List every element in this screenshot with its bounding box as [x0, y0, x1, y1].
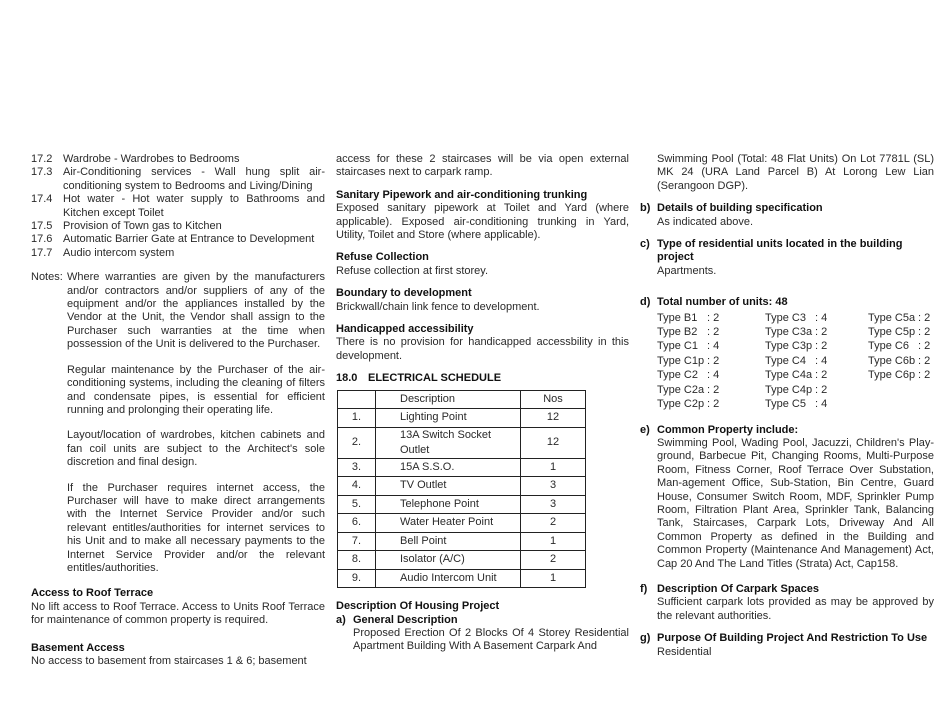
unit-type-name: Type C4	[765, 354, 806, 367]
notes-label: Notes:	[31, 271, 63, 284]
header-cell-no	[338, 390, 376, 409]
basement-text: No access to basement from staircases 1 & 6; basement	[31, 655, 307, 667]
column-left	[31, 153, 325, 677]
unit-type-entry	[868, 355, 934, 368]
header-cell-description: Description	[376, 390, 521, 409]
total-units-section	[640, 296, 934, 411]
general-description-text-continued: Swimming Pool (Total: 48 Flat Units) On Lot 7781L (SL) MK 24 (URA Land Parcel B) At Lorong Lew Lian (Serangoon DGP).	[657, 153, 934, 192]
spec-text: Air-Conditioning services - Wall hung split air-conditioning system to Bedrooms and Living/Dining	[63, 166, 325, 192]
cell-nos: 2	[521, 551, 586, 570]
unit-type-entry	[868, 340, 934, 353]
purpose-section	[640, 632, 934, 659]
common-property-section	[640, 424, 934, 571]
cell-nos: 1	[521, 458, 586, 477]
unit-types-grid	[657, 312, 934, 412]
spec-number: 17.5	[31, 220, 53, 233]
cell-description: Telephone Point	[376, 495, 521, 514]
general-description-heading: General Description	[353, 613, 458, 626]
unit-type-count: 4	[713, 340, 720, 353]
unit-separator: :	[918, 354, 925, 367]
spec-number: 17.4	[31, 193, 53, 206]
basement-text-continued: access for these 2 staircases will be via open external staircases next to carpark ramp.	[336, 153, 629, 179]
unit-type-name: Type C2p	[657, 398, 705, 411]
unit-type-entry	[657, 326, 765, 339]
cell-no: 1.	[338, 409, 376, 428]
unit-type-name: Type C6p	[868, 369, 916, 382]
table-row	[338, 477, 586, 496]
purpose-heading: Purpose Of Building Project And Restriction To Use	[657, 632, 928, 645]
unit-separator: :	[918, 311, 925, 324]
cell-description: 13A Switch Socket Outlet	[376, 427, 521, 458]
unit-type-entry	[657, 384, 765, 397]
cell-no: 5.	[338, 495, 376, 514]
unit-type-count: 4	[821, 354, 828, 367]
building-spec-section	[640, 202, 934, 229]
electrical-schedule-table	[337, 390, 586, 589]
unit-separator: :	[707, 398, 714, 411]
cell-no: 9.	[338, 569, 376, 588]
basement-continued	[336, 153, 629, 180]
unit-type-count: 2	[821, 383, 828, 396]
unit-type-entry	[868, 326, 934, 339]
unit-type-text: Apartments.	[657, 264, 717, 277]
item-letter: d)	[640, 296, 651, 309]
table-row	[338, 569, 586, 588]
unit-type-name: Type C1p	[657, 354, 705, 367]
section-number: 18.0	[336, 372, 358, 385]
note-paragraph: Regular maintenance by the Purchaser of the air-conditioning systems, including the cleaning of filters and condensate pipes, is essential for efficient running and prolonging their operating life.	[67, 363, 325, 416]
spec-item	[31, 233, 325, 246]
unit-type-entry	[765, 355, 868, 368]
unit-type-heading: Type of residential units located in the building project	[657, 238, 903, 264]
unit-type-section	[640, 238, 934, 278]
unit-type-count: 2	[713, 326, 720, 339]
unit-separator: :	[918, 369, 925, 382]
item-letter: c)	[640, 238, 650, 251]
cell-nos: 3	[521, 477, 586, 496]
unit-type-entry	[657, 369, 765, 382]
unit-type-count: 2	[821, 326, 828, 339]
cell-nos: 12	[521, 409, 586, 428]
unit-type-entry	[657, 355, 765, 368]
cell-description: Lighting Point	[376, 409, 521, 428]
unit-separator: :	[707, 354, 714, 367]
unit-type-name: Type C4p	[765, 383, 813, 396]
table-row	[338, 495, 586, 514]
building-spec-text: As indicated above.	[657, 215, 754, 228]
cell-description: Water Heater Point	[376, 514, 521, 533]
sanitary-text: Exposed sanitary pipework at Toilet and Yard (where applicable). Exposed air-conditioning trunking in Yard, Utility, Toilet and Store (where applicable).	[336, 202, 629, 242]
unit-separator: :	[815, 311, 822, 324]
spec-item	[31, 193, 325, 220]
spec-list	[31, 153, 325, 260]
purpose-text: Residential	[657, 645, 712, 658]
table-row	[338, 551, 586, 570]
section-title: ELECTRICAL SCHEDULE	[368, 372, 502, 385]
cell-no: 4.	[338, 477, 376, 496]
unit-type-entry	[765, 340, 868, 353]
cell-no: 3.	[338, 458, 376, 477]
cell-no: 2.	[338, 427, 376, 458]
unit-type-entry	[765, 398, 868, 411]
sanitary-heading: Sanitary Pipework and air-conditioning trunking	[336, 188, 588, 201]
cell-description: 15A S.S.O.	[376, 458, 521, 477]
boundary-text: Brickwall/chain link fence to development.	[336, 300, 540, 313]
unit-type-name: Type C6	[868, 340, 909, 353]
notes-section	[31, 271, 325, 587]
unit-type-count: 2	[713, 398, 720, 411]
column-right	[640, 153, 934, 668]
refuse-text: Refuse collection at first storey.	[336, 264, 489, 277]
roof-terrace-heading: Access to Roof Terrace	[31, 587, 154, 600]
unit-type-count: 4	[713, 369, 720, 382]
unit-separator: :	[815, 354, 822, 367]
unit-type-name: Type C3p	[765, 340, 813, 353]
unit-separator: :	[918, 326, 925, 339]
unit-type-count: 2	[821, 340, 828, 353]
unit-separator: :	[815, 340, 822, 353]
unit-separator: :	[707, 340, 714, 353]
common-property-text: Swimming Pool, Wading Pool, Jacuzzi, Children's Play-ground, Barbecue Pit, Changing Rooms, Multi-Purpose Room, Fitness Corner, Roof Terrace Over Substation, Man-agement Office, Sub-Station, Bin Centre, Guard House, Consumer Switch Room, MDF, Sprinkler Pump Room, Filtration Plant Area, Sprinkler Tank, Balancing Tank, Staircases, Carpark Lots, Driveway And All Common Property as defined in the Building and Common Property (Maintenance And Management) Act, Cap 20 And The Land Titles (Strata) Act, Cap158.	[657, 436, 934, 570]
electrical-schedule-title	[336, 372, 629, 385]
unit-separator: :	[815, 326, 822, 339]
spec-text: Provision of Town gas to Kitchen	[63, 220, 222, 233]
item-letter: f)	[640, 582, 648, 595]
unit-type-count: 2	[924, 354, 931, 367]
unit-separator: :	[815, 369, 822, 382]
carpark-text: Sufficient carpark lots provided as may be approved by the relevant authorities.	[657, 596, 934, 622]
unit-type-name: Type C6b	[868, 354, 916, 367]
spec-text: Audio intercom system	[63, 246, 175, 259]
unit-type-entry	[868, 369, 934, 382]
unit-type-name: Type C3	[765, 311, 806, 324]
cell-no: 6.	[338, 514, 376, 533]
unit-type-name: Type C5a	[868, 311, 916, 324]
unit-type-count: 2	[924, 340, 931, 353]
spec-item	[31, 166, 325, 193]
spec-number: 17.2	[31, 153, 53, 165]
total-units-heading: Total number of units: 48	[657, 296, 788, 309]
unit-type-entry	[657, 312, 765, 325]
unit-type-entry	[657, 340, 765, 353]
unit-type-count: 2	[821, 369, 828, 382]
cell-no: 7.	[338, 532, 376, 551]
unit-type-count: 2	[713, 354, 720, 367]
basement-section	[31, 642, 325, 669]
handicapped-text: There is no provision for handicapped accessbility in this development.	[336, 336, 629, 362]
general-description-continued	[640, 153, 934, 193]
note-paragraph: If the Purchaser requires internet access, the Purchaser will have to make direct arrangements with the Internet Service Provider and/or such relevant entitles/authorities for internet services to his Unit and to make all necessary payments to the Internet Service Provider and/or the relevant entitles/authorities.	[67, 481, 325, 574]
carpark-section	[640, 583, 934, 623]
spec-number: 17.6	[31, 233, 53, 246]
unit-type-name: Type C3a	[765, 326, 813, 339]
table-row	[338, 409, 586, 428]
unit-type-name: Type C2	[657, 369, 698, 382]
unit-type-name: Type C5	[765, 398, 806, 411]
spec-number: 17.7	[31, 246, 53, 259]
unit-type-count: 2	[924, 326, 931, 339]
unit-type-name: Type B1	[657, 311, 698, 324]
cell-nos: 2	[521, 514, 586, 533]
unit-type-count: 2	[713, 311, 720, 324]
unit-separator: :	[815, 398, 822, 411]
cell-description: TV Outlet	[376, 477, 521, 496]
cell-description: Isolator (A/C)	[376, 551, 521, 570]
cell-nos: 3	[521, 495, 586, 514]
note-paragraph: Layout/location of wardrobes, kitchen cabinets and fan coil units are subject to the Architect's sole discretion and final design.	[67, 429, 325, 469]
unit-type-name: Type C2a	[657, 383, 705, 396]
unit-type-entry	[765, 326, 868, 339]
spec-item	[31, 153, 325, 166]
note-paragraph: Where warranties are given by the manufacturers and/or contractors and/or suppliers of any of the equipment and/or the appliances installed by the Vendor at the Unit, the Vendor shall assign to the Purchaser such warranties at the time when possession of the Unit is delivered to the Purchaser.	[67, 271, 325, 351]
table-header-row	[338, 390, 586, 409]
general-description-text: Proposed Erection Of 2 Blocks Of 4 Storey Residential Apartment Building With A Basement Carpark And	[353, 627, 629, 653]
unit-separator: :	[707, 369, 714, 382]
cell-description: Bell Point	[376, 532, 521, 551]
unit-type-entry	[765, 384, 868, 397]
table-row	[338, 532, 586, 551]
unit-separator: :	[707, 326, 714, 339]
sanitary-section	[336, 189, 629, 243]
spec-text: Hot water - Hot water supply to Bathrooms and Kitchen except Toilet	[63, 193, 325, 219]
unit-type-entry	[765, 312, 868, 325]
table-row	[338, 514, 586, 533]
unit-type-name: Type C1	[657, 340, 698, 353]
unit-separator: :	[707, 311, 714, 324]
unit-type-name: Type C4a	[765, 369, 813, 382]
housing-project-heading: Description Of Housing Project	[336, 600, 500, 613]
cell-nos: 12	[521, 427, 586, 458]
item-letter: a)	[336, 613, 346, 626]
item-letter: e)	[640, 423, 650, 436]
unit-type-count: 2	[924, 311, 931, 324]
spec-item	[31, 247, 325, 260]
roof-terrace-section	[31, 587, 325, 627]
boundary-section	[336, 287, 629, 314]
cell-nos: 1	[521, 569, 586, 588]
item-letter: g)	[640, 632, 651, 645]
building-spec-heading: Details of building specification	[657, 202, 823, 215]
cell-no: 8.	[338, 551, 376, 570]
spec-number: 17.3	[31, 166, 53, 179]
cell-description: Audio Intercom Unit	[376, 569, 521, 588]
basement-heading: Basement Access	[31, 641, 125, 654]
unit-type-entry	[868, 312, 934, 325]
item-letter: b)	[640, 202, 651, 215]
handicapped-section	[336, 323, 629, 363]
unit-separator: :	[707, 383, 714, 396]
unit-type-entry	[657, 398, 765, 411]
table-row	[338, 458, 586, 477]
unit-type-name: Type B2	[657, 326, 698, 339]
refuse-section	[336, 251, 629, 278]
unit-separator: :	[815, 383, 822, 396]
header-cell-nos: Nos	[521, 390, 586, 409]
spec-text: Automatic Barrier Gate at Entrance to Development	[63, 233, 315, 246]
unit-separator: :	[918, 340, 925, 353]
general-description	[336, 614, 629, 654]
unit-type-entry	[765, 369, 868, 382]
unit-type-count: 2	[713, 383, 720, 396]
roof-terrace-text: No lift access to Roof Terrace. Access to Units Roof Terrace for maintenance of common property is required.	[31, 600, 325, 627]
unit-type-count: 2	[924, 369, 931, 382]
housing-project-section	[336, 600, 629, 654]
spec-item	[31, 220, 325, 233]
column-middle	[336, 153, 629, 654]
notes-body	[67, 271, 325, 587]
table-row	[338, 427, 586, 458]
cell-nos: 1	[521, 532, 586, 551]
common-property-heading: Common Property include:	[657, 423, 799, 436]
refuse-heading: Refuse Collection	[336, 251, 429, 264]
unit-type-count: 4	[821, 398, 828, 411]
spec-text: Wardrobe - Wardrobes to Bedrooms	[63, 153, 240, 165]
boundary-heading: Boundary to development	[336, 287, 472, 300]
unit-type-count: 4	[821, 311, 828, 324]
carpark-heading: Description Of Carpark Spaces	[657, 582, 820, 595]
handicapped-heading: Handicapped accessibility	[336, 323, 474, 336]
unit-type-name: Type C5p	[868, 326, 916, 339]
